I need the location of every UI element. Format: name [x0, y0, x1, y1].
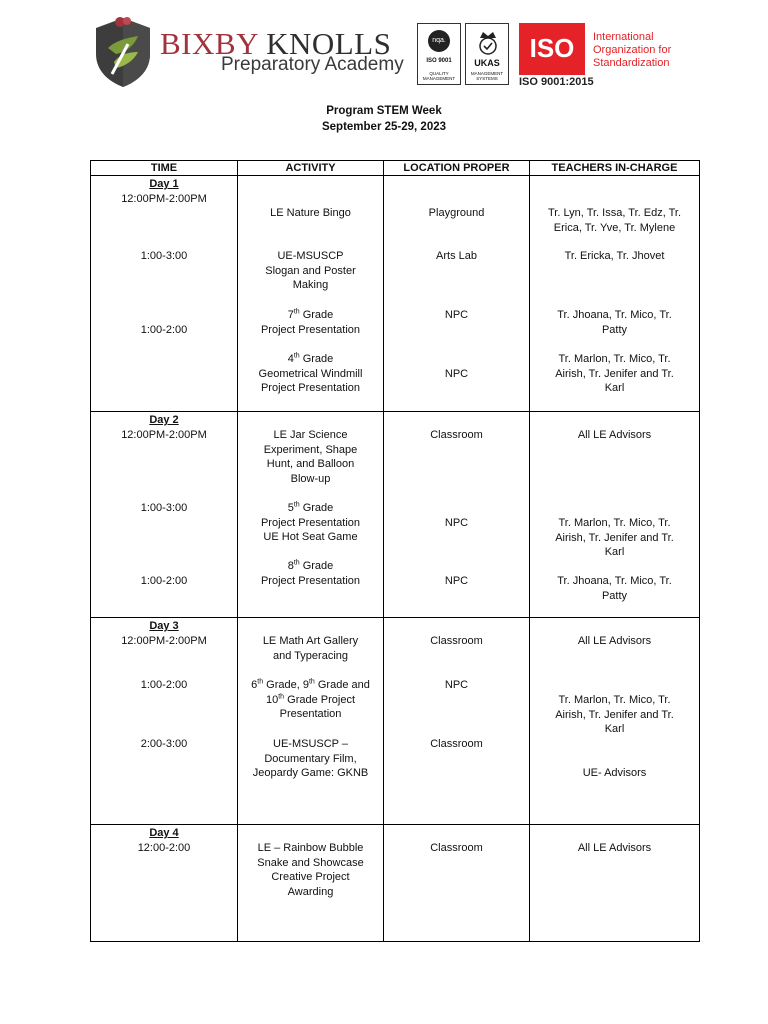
- table-row-day-4: [91, 825, 700, 942]
- day-1-time-cell: [91, 176, 238, 412]
- location-text: Playground: [428, 207, 485, 219]
- activity-text: 8th Grade: [287, 559, 334, 572]
- location-text: Classroom: [430, 635, 483, 647]
- location-text: Classroom: [430, 738, 483, 750]
- day-4-label: Day 4: [149, 827, 179, 839]
- nqa-mark: nqa.: [432, 37, 446, 44]
- day-3-location-cell: [384, 618, 530, 825]
- activity-text: Snake and Showcase: [257, 856, 364, 869]
- teachers-text: All LE Advisors: [577, 635, 652, 647]
- iso-logo-text: ISO: [529, 33, 575, 63]
- nqa-iso-label: ISO 9001: [426, 58, 452, 64]
- school-name-first: BIXBY: [160, 26, 258, 61]
- teachers-text: Tr. Jhoana, Tr. Mico, Tr.: [557, 309, 672, 321]
- location-text: NPC: [444, 679, 469, 691]
- activity-text: Creative Project: [271, 871, 350, 884]
- header-teachers: TEACHERS IN-CHARGE: [530, 161, 700, 176]
- activity-text: LE Math Art Gallery: [262, 635, 359, 647]
- nqa-small-label: QUALITY MANAGEMENT: [422, 71, 456, 81]
- day-1-label: Day 1: [149, 178, 179, 190]
- day-2-time-cell: [91, 412, 238, 618]
- activity-text: Awarding: [287, 886, 334, 899]
- teachers-text: UE- Advisors: [582, 767, 647, 779]
- day-2-activity-cell: [238, 412, 384, 618]
- schedule-table: [90, 160, 700, 942]
- activity-text: Presentation: [279, 708, 342, 721]
- crown-check-icon: [475, 28, 501, 56]
- ukas-label: UKAS: [474, 58, 500, 68]
- location-text: Classroom: [430, 429, 483, 441]
- school-name-second: KNOLLS: [266, 26, 392, 61]
- iso-organization-name: International Organization for Standardization: [593, 31, 672, 69]
- activity-text: 5th Grade: [287, 501, 334, 514]
- time-slot: 1:00-3:00: [140, 502, 188, 514]
- ukas-certification-badge: [465, 23, 509, 85]
- letterhead: [0, 0, 768, 100]
- school-subtitle: Preparatory Academy: [221, 54, 404, 75]
- location-text: Classroom: [430, 842, 483, 854]
- activity-text: LE Jar Science: [273, 429, 348, 441]
- time-slot: 12:00PM-2:00PM: [121, 428, 207, 441]
- teachers-text: All LE Advisors: [577, 429, 652, 441]
- activity-text: and Typeracing: [272, 649, 349, 662]
- time-slot: 2:00-3:00: [140, 738, 188, 750]
- day-2-teachers-cell: [530, 412, 700, 618]
- teachers-text: All LE Advisors: [577, 842, 652, 854]
- teachers-text: Patty: [601, 589, 628, 602]
- teachers-text: Tr. Marlon, Tr. Mico, Tr.: [558, 517, 671, 529]
- day-3-time-cell: [91, 618, 238, 825]
- school-shield-logo-icon: [94, 14, 152, 88]
- location-text: NPC: [444, 517, 469, 529]
- teachers-text: Karl: [604, 723, 625, 736]
- teachers-text: Airish, Tr. Jenifer and Tr.: [555, 367, 674, 380]
- ukas-small-label: MANAGEMENT SYSTEMS: [470, 71, 504, 81]
- day-1-location-cell: [384, 176, 530, 412]
- activity-text: 4th Grade: [287, 352, 334, 365]
- day-4-teachers-cell: [530, 825, 700, 942]
- activity-text: Project Presentation: [260, 516, 361, 529]
- day-4-activity-cell: [238, 825, 384, 942]
- day-3-label: Day 3: [149, 620, 179, 632]
- activity-text: UE-MSUSCP –: [273, 738, 348, 750]
- activity-text: LE Nature Bingo: [270, 207, 351, 219]
- teachers-text: Karl: [604, 382, 625, 395]
- activity-text: Documentary Film,: [264, 752, 357, 765]
- teachers-text: Tr. Lyn, Tr. Issa, Tr. Edz, Tr.: [547, 207, 682, 219]
- location-text: NPC: [444, 368, 469, 380]
- time-slot: 1:00-2:00: [140, 575, 188, 587]
- activity-text: Blow-up: [290, 473, 331, 486]
- activity-text: Making: [292, 279, 329, 292]
- iso-logo: [519, 23, 585, 75]
- program-dates: September 25-29, 2023: [321, 121, 447, 133]
- activity-text: Project Presentation: [260, 323, 361, 336]
- teachers-text: Airish, Tr. Jenifer and Tr.: [555, 531, 674, 544]
- activity-text: Jeopardy Game: GKNB: [252, 767, 369, 780]
- activity-text: 7th Grade: [287, 308, 334, 321]
- day-2-location-cell: [384, 412, 530, 618]
- table-row-day-1: [91, 176, 700, 412]
- activity-text: 10th Grade Project: [265, 693, 355, 706]
- activity-text: UE-MSUSCP: [277, 250, 344, 262]
- teachers-text: Karl: [604, 546, 625, 559]
- activity-text: Geometrical Windmill: [258, 367, 363, 380]
- day-1-activity-cell: [238, 176, 384, 412]
- teachers-text: Tr. Ericka, Tr. Jhovet: [564, 250, 665, 262]
- location-text: Arts Lab: [436, 250, 477, 262]
- teachers-text: Tr. Marlon, Tr. Mico, Tr.: [558, 353, 671, 365]
- header-activity: ACTIVITY: [238, 161, 384, 176]
- time-slot: 1:00-3:00: [140, 250, 188, 262]
- activity-text: 6th Grade, 9th Grade and: [251, 678, 370, 691]
- time-slot: 1:00-2:00: [140, 324, 188, 336]
- activity-text: Slogan and Poster: [265, 264, 356, 277]
- activity-text: Project Presentation: [260, 574, 361, 587]
- teachers-text: Airish, Tr. Jenifer and Tr.: [555, 708, 674, 721]
- program-title: Program STEM Week: [326, 105, 442, 117]
- activity-text: Project Presentation: [260, 382, 361, 395]
- location-text: NPC: [444, 575, 469, 587]
- time-slot: 1:00-2:00: [140, 679, 188, 691]
- activity-text: UE Hot Seat Game: [263, 531, 358, 544]
- iso-standard: ISO 9001:2015: [519, 76, 594, 88]
- day-2-label: Day 2: [149, 414, 179, 426]
- teachers-text: Tr. Jhoana, Tr. Mico, Tr.: [557, 575, 672, 587]
- header-time: TIME: [91, 161, 238, 176]
- day-3-teachers-cell: [530, 618, 700, 825]
- teachers-text: Tr. Marlon, Tr. Mico, Tr.: [558, 694, 671, 706]
- location-text: NPC: [444, 309, 469, 321]
- day-3-activity-cell: [238, 618, 384, 825]
- activity-text: Hunt, and Balloon: [266, 458, 355, 471]
- nqa-certification-badge: [417, 23, 461, 85]
- day-1-teachers-cell: [530, 176, 700, 412]
- table-header-row: [91, 161, 700, 176]
- header-location: LOCATION PROPER: [384, 161, 530, 176]
- time-slot: 12:00PM-2:00PM: [121, 634, 207, 647]
- time-slot: 12:00PM-2:00PM: [121, 192, 207, 205]
- time-slot: 12:00-2:00: [137, 841, 191, 854]
- day-4-location-cell: [384, 825, 530, 942]
- activity-text: LE – Rainbow Bubble: [257, 842, 364, 854]
- table-row-day-2: [91, 412, 700, 618]
- day-4-time-cell: [91, 825, 238, 942]
- teachers-text: Patty: [601, 323, 628, 336]
- activity-text: Experiment, Shape: [263, 443, 358, 456]
- table-row-day-3: [91, 618, 700, 825]
- teachers-text: Erica, Tr. Yve, Tr. Mylene: [553, 221, 676, 234]
